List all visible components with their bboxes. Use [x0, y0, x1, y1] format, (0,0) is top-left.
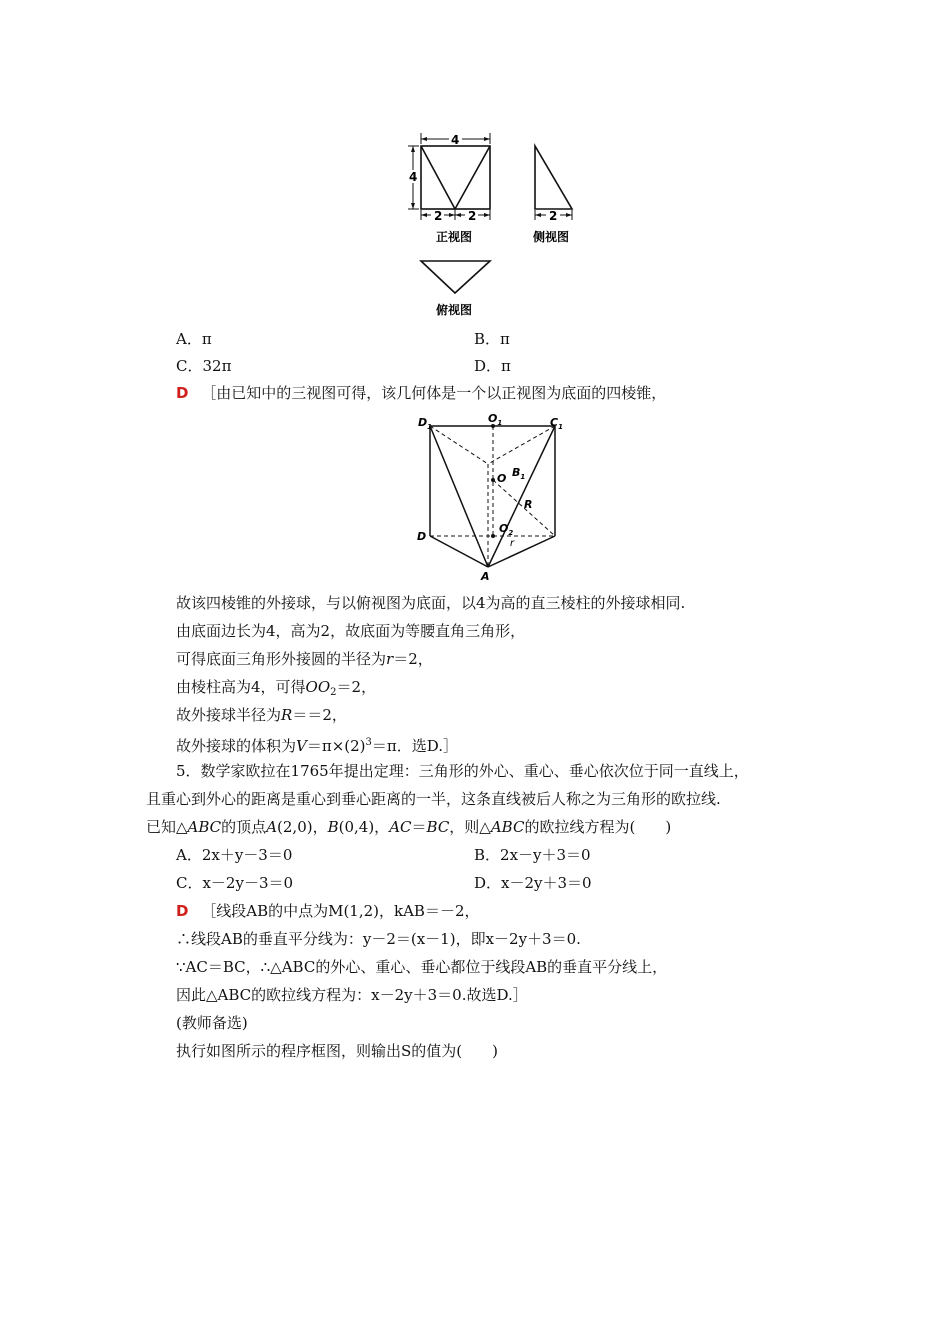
label-front-view: 正视图 [436, 230, 473, 244]
q4-step-4: 由棱柱高为4，可得$OO_2=2$， [176, 678, 377, 698]
dim-bottom-left: 2 [434, 209, 443, 223]
label-o1: $O_1$ [488, 412, 503, 427]
label-a: A [481, 570, 490, 583]
prism-diagram [410, 412, 580, 584]
dim-top: 4 [451, 133, 460, 147]
q5-option-d: D．x－2y＋3＝0 [474, 874, 592, 892]
teacher-backup-tag: (教师备选) [176, 1014, 248, 1032]
label-r-small: r [510, 538, 515, 549]
q5-option-a: A．2x＋y－3＝0 [176, 846, 293, 864]
q5-solution-2: ∴线段AB的垂直平分线为：y－2＝(x－1)，即x－2y＋3＝0. [176, 930, 581, 948]
q5-solution-3: ∵AC＝BC，∴△ABC的外心、重心、垂心都位于线段AB的垂直平分线上， [176, 958, 668, 976]
q4-option-d: D．π [474, 357, 511, 375]
q4-step-3: 可得底面三角形外接圆的半径为r＝2， [176, 650, 433, 668]
dim-left: 4 [409, 170, 418, 184]
dim-bottom-right: 2 [468, 209, 477, 223]
extra-question: 执行如图所示的程序框图，则输出S的值为( ) [176, 1042, 498, 1060]
q5-option-c: C．x－2y－3＝0 [176, 874, 294, 892]
label-b1: $B_1$ [512, 466, 526, 481]
q4-option-a: A．π [176, 330, 212, 348]
q4-step-5: 故外接球半径为R＝＝2， [176, 706, 347, 724]
front-view [421, 146, 490, 209]
label-r-big: R [524, 498, 533, 511]
q4-option-b: B．π [474, 330, 510, 348]
q4-option-c: C．32π [176, 357, 232, 375]
q5-line-3: 已知△ABC的顶点A(2,0)，B(0,4)，AC＝BC，则△ABC的欧拉线方程为( ) [146, 818, 672, 836]
q4-step-6: 故外接球的体积为$V=\pi\times(2)^3=\pi$．选D.］ [176, 737, 459, 755]
q5-answer-letter: D [176, 902, 189, 920]
three-view-figure [400, 130, 590, 320]
label-o: O [497, 472, 507, 485]
label-side-view: 侧视图 [533, 230, 570, 244]
q4-answer-letter: D [176, 384, 189, 402]
q4-solution-intro [176, 384, 666, 402]
label-d1: $D_1$ [418, 416, 433, 431]
q4-solution-text: ［由已知中的三视图可得，该几何体是一个以正视图为底面的四棱锥， [201, 384, 667, 402]
dim-side-bottom: 2 [549, 209, 558, 223]
label-top-view: 俯视图 [436, 303, 473, 317]
q5-line-1: 5．数学家欧拉在1765年提出定理：三角形的外心、重心、垂心依次位于同一直线上， [176, 762, 749, 780]
q4-step-2: 由底面边长为4，高为2，故底面为等腰直角三角形， [176, 622, 526, 640]
side-view [535, 146, 572, 209]
q5-line-2: 且重心到外心的距离是重心到垂心距离的一半，这条直线被后人称之为三角形的欧拉线. [146, 790, 721, 808]
label-c1: $C_1$ [550, 416, 563, 431]
q5-option-b: B．2x－y＋3＝0 [474, 846, 591, 864]
label-d: D [417, 530, 427, 543]
q4-step-1: 故该四棱锥的外接球，与以俯视图为底面，以4为高的直三棱柱的外接球相同. [176, 594, 686, 612]
q5-solution-4: 因此△ABC的欧拉线方程为：x－2y＋3＝0.故选D.］ [176, 986, 528, 1004]
q5-solution-1: D ［线段AB的中点为M(1,2)，kAB＝－2， [176, 902, 480, 920]
top-view [421, 261, 490, 293]
label-o2: $O_2$ [499, 522, 514, 537]
